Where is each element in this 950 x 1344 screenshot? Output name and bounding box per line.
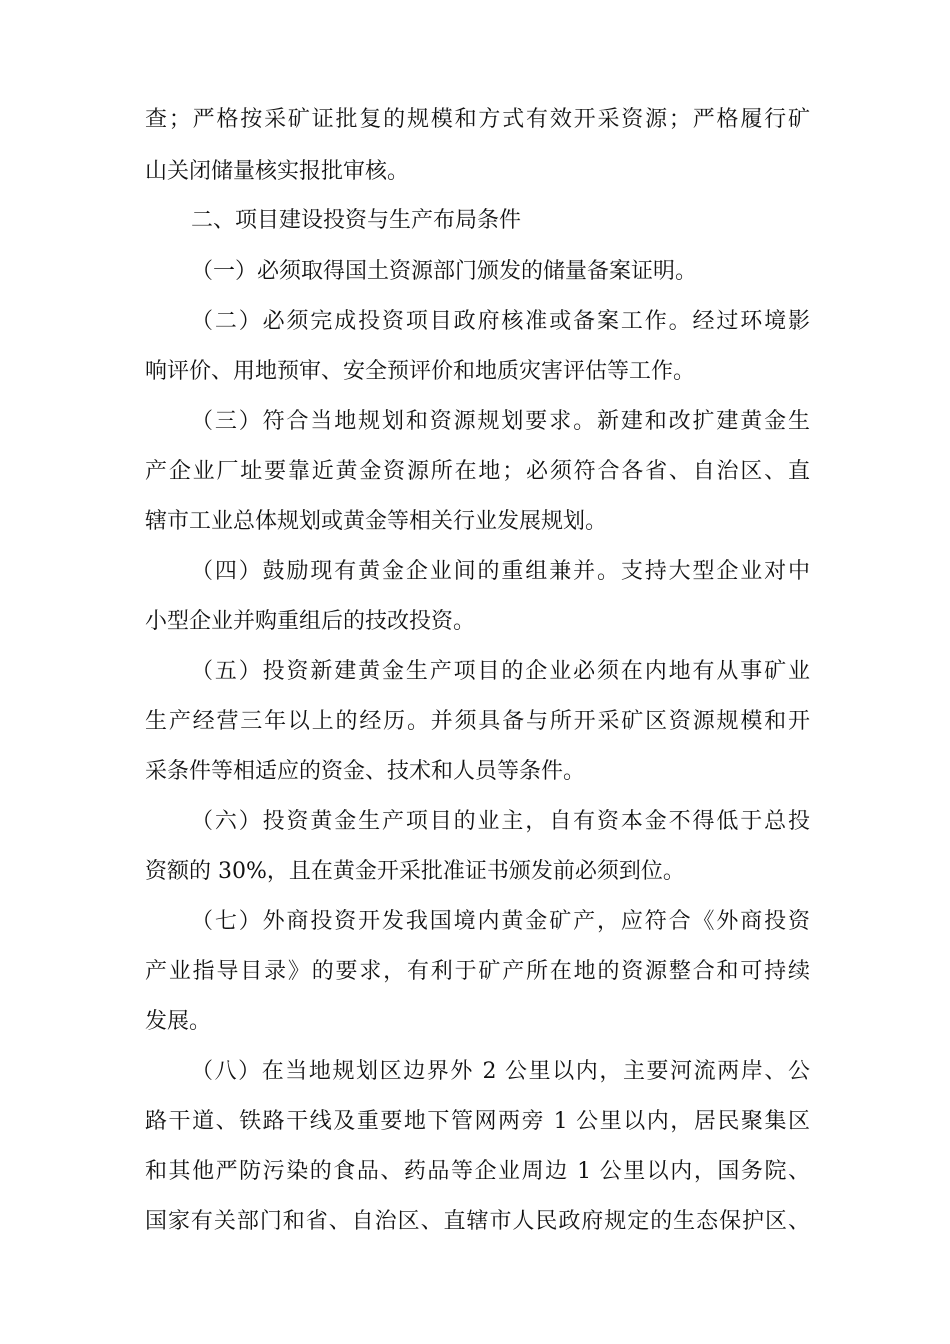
item-3-line-2: 产企业厂址要靠近黄金资源所在地；必须符合各省、自治区、直 — [145, 459, 810, 484]
item-8-line-2: 路干道、铁路干线及重要地下管网两旁 1 公里以内，居民聚集区 — [145, 1109, 810, 1134]
item-2-line-2: 响评价、用地预审、安全预评价和地质灾害评估等工作。 — [145, 359, 696, 384]
item-5-line-1: （五）投资新建黄金生产项目的企业必须在内地有从事矿业 — [191, 659, 810, 684]
item-1-line-1: （一）必须取得国土资源部门颁发的储量备案证明。 — [191, 259, 698, 284]
item-5-line-3: 采条件等相适应的资金、技术和人员等条件。 — [145, 759, 586, 784]
item-5-line-2: 生产经营三年以上的经历。并须具备与所开采矿区资源规模和开 — [145, 709, 810, 734]
item-4-line-2: 小型企业并购重组后的技改投资。 — [145, 609, 476, 634]
item-7-line-1: （七）外商投资开发我国境内黄金矿产，应符合《外商投资 — [191, 909, 810, 934]
item-6-line-2: 资额的 30%，且在黄金开采批准证书颁发前必须到位。 — [145, 859, 685, 884]
item-7-line-2: 产业指导目录》的要求，有利于矿产所在地的资源整合和可持续 — [145, 959, 810, 984]
item-6-line-1: （六）投资黄金生产项目的业主，自有资本金不得低于总投 — [191, 809, 810, 834]
item-8-line-4: 国家有关部门和省、自治区、直辖市人民政府规定的生态保护区、 — [145, 1209, 810, 1234]
item-3-line-3: 辖市工业总体规划或黄金等相关行业发展规划。 — [145, 509, 608, 534]
item-8-line-3: 和其他严防污染的食品、药品等企业周边 1 公里以内，国务院、 — [145, 1159, 810, 1184]
item-2-line-1: （二）必须完成投资项目政府核准或备案工作。经过环境影 — [191, 309, 810, 334]
item-7-line-3: 发展。 — [145, 1009, 212, 1034]
item-8-line-1: （八）在当地规划区边界外 2 公里以内，主要河流两岸、公 — [191, 1059, 810, 1084]
text-line-2: 山关闭储量核实报批审核。 — [145, 159, 410, 184]
text-line-1: 查；严格按采矿证批复的规模和方式有效开采资源；严格履行矿 — [145, 107, 810, 132]
item-4-line-1: （四）鼓励现有黄金企业间的重组兼并。支持大型企业对中 — [191, 559, 810, 584]
section-heading: 二、项目建设投资与生产布局条件 — [191, 208, 522, 233]
item-3-line-1: （三）符合当地规划和资源规划要求。新建和改扩建黄金生 — [191, 409, 810, 434]
